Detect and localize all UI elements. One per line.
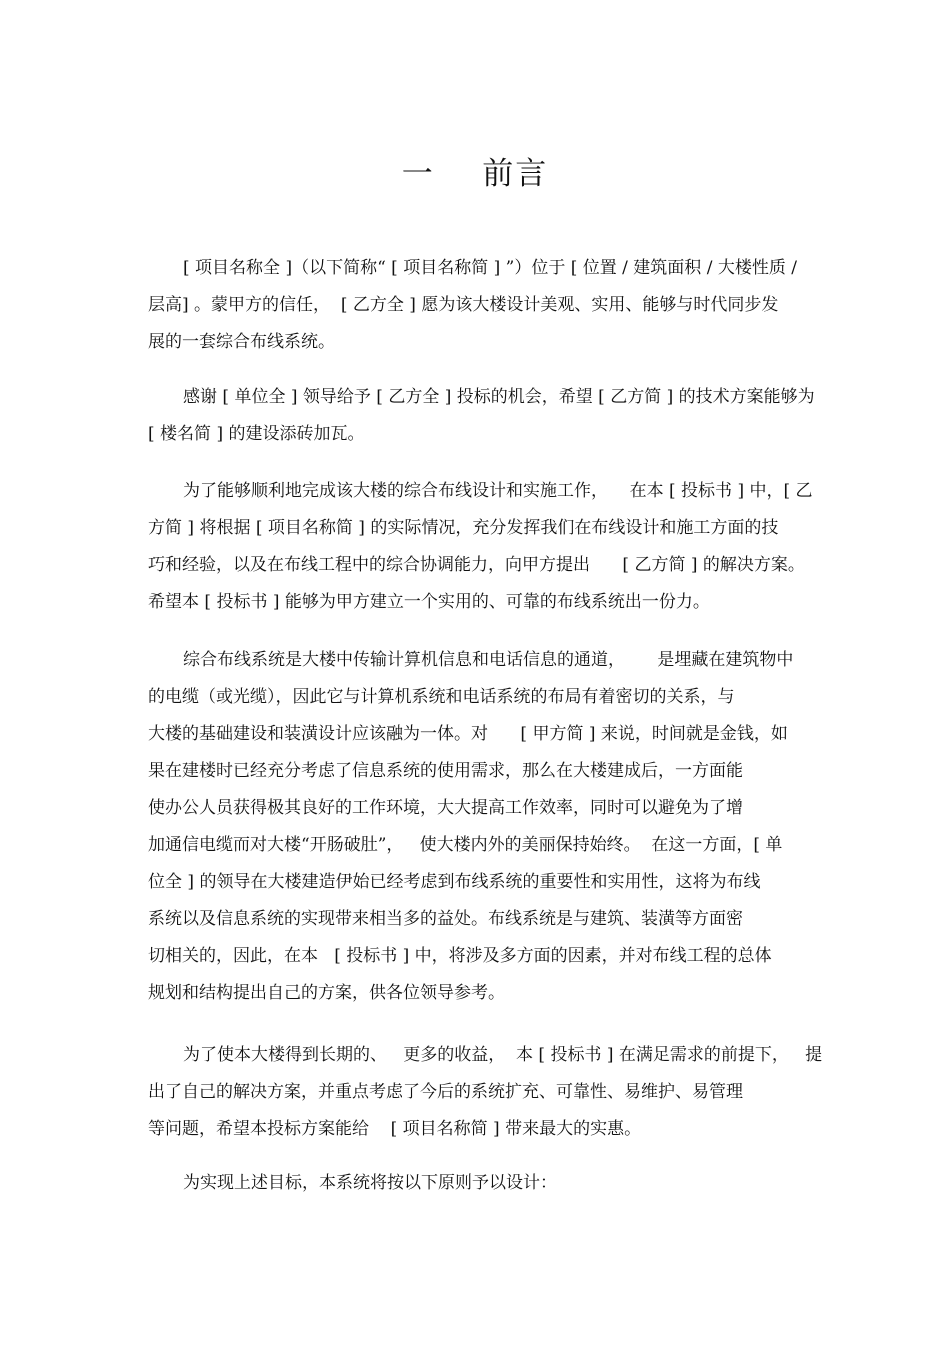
paragraph-project-intro: [148, 250, 838, 361]
paragraph-line: 希望本 [ 投标书 ] 能够为甲方建立一个实用的、可靠的布线系统出一份力。: [148, 592, 710, 612]
paragraph-line: 位全 ] 的领导在大楼建造伊始已经考虑到布线系统的重要性和实用性，这将为布线: [148, 872, 761, 892]
paragraph-line: 使办公人员获得极其良好的工作环境，大大提高工作效率，同时可以避免为了增: [148, 798, 743, 818]
paragraph-line: 的电缆（或光缆），因此它与计算机系统和电话系统的布局有着密切的关系，与: [148, 687, 735, 707]
paragraph-line: 规划和结构提出自己的方案，供各位领导参考。: [148, 983, 505, 1003]
paragraph-line: 大楼的基础建设和装潢设计应该融为一体。对 [ 甲方简 ] 来说，时间就是金钱，如: [148, 724, 788, 744]
paragraph-line: 系统以及信息系统的实现带来相当多的益处。布线系统是与建筑、装潢等方面密: [148, 909, 743, 929]
paragraph-line: [ 项目名称全 ]（以下简称“ [ 项目名称简 ] ”）位于 [ 位置 / 建筑面积 / 大楼性质 /: [183, 258, 797, 278]
section-title: 一 前言: [401, 156, 549, 192]
paragraph-line: 为了能够顺利地完成该大楼的综合布线设计和实施工作， 在本 [ 投标书 ] 中，[ 乙: [183, 481, 813, 501]
paragraph-line: 果在建楼时已经充分考虑了信息系统的使用需求，那么在大楼建成后，一方面能: [148, 761, 743, 781]
paragraph-line: 巧和经验，以及在布线工程中的综合协调能力，向甲方提出 [ 乙方简 ] 的解决方案。: [148, 555, 805, 575]
paragraph-design-principles-intro: [148, 1165, 838, 1202]
paragraph-line: 切相关的，因此，在本 [ 投标书 ] 中，将涉及多方面的因素，并对布线工程的总体: [148, 946, 772, 966]
paragraph-line: 层高] 。蒙甲方的信任， [ 乙方全 ] 愿为该大楼设计美观、实用、能够与时代同步发: [148, 295, 779, 315]
paragraph-line: 为了使本大楼得到长期的、 更多的收益， 本 [ 投标书 ] 在满足需求的前提下， 提: [183, 1045, 823, 1065]
paragraph-thanks: [148, 379, 838, 453]
paragraph-line: 感谢 [ 单位全 ] 领导给予 [ 乙方全 ] 投标的机会，希望 [ 乙方简 ] 的技术方案能够为: [183, 387, 815, 407]
paragraph-goal: [148, 473, 838, 621]
paragraph-line: 为实现上述目标，本系统将按以下原则予以设计：: [183, 1173, 557, 1193]
paragraph-line: 出了自己的解决方案，并重点考虑了今后的系统扩充、可靠性、易维护、易管理: [148, 1082, 743, 1102]
paragraph-line: 加通信电缆而对大楼“开肠破肚”， 使大楼内外的美丽保持始终。 在这一方面，[ 单: [148, 835, 783, 855]
paragraph-line: 综合布线系统是大楼中传输计算机信息和电话信息的通道， 是埋藏在建筑物中: [183, 650, 794, 670]
paragraph-line: 展的一套综合布线系统。: [148, 332, 335, 352]
paragraph-long-term-benefit: [148, 1037, 838, 1148]
paragraph-line: 等问题，希望本投标方案能给 [ 项目名称简 ] 带来最大的实惠。: [148, 1119, 642, 1139]
paragraph-line: 方简 ] 将根据 [ 项目名称简 ] 的实际情况，充分发挥我们在布线设计和施工方面的技: [148, 518, 779, 538]
paragraph-line: [ 楼名简 ] 的建设添砖加瓦。: [148, 424, 365, 444]
paragraph-cabling-system: [148, 642, 838, 1012]
